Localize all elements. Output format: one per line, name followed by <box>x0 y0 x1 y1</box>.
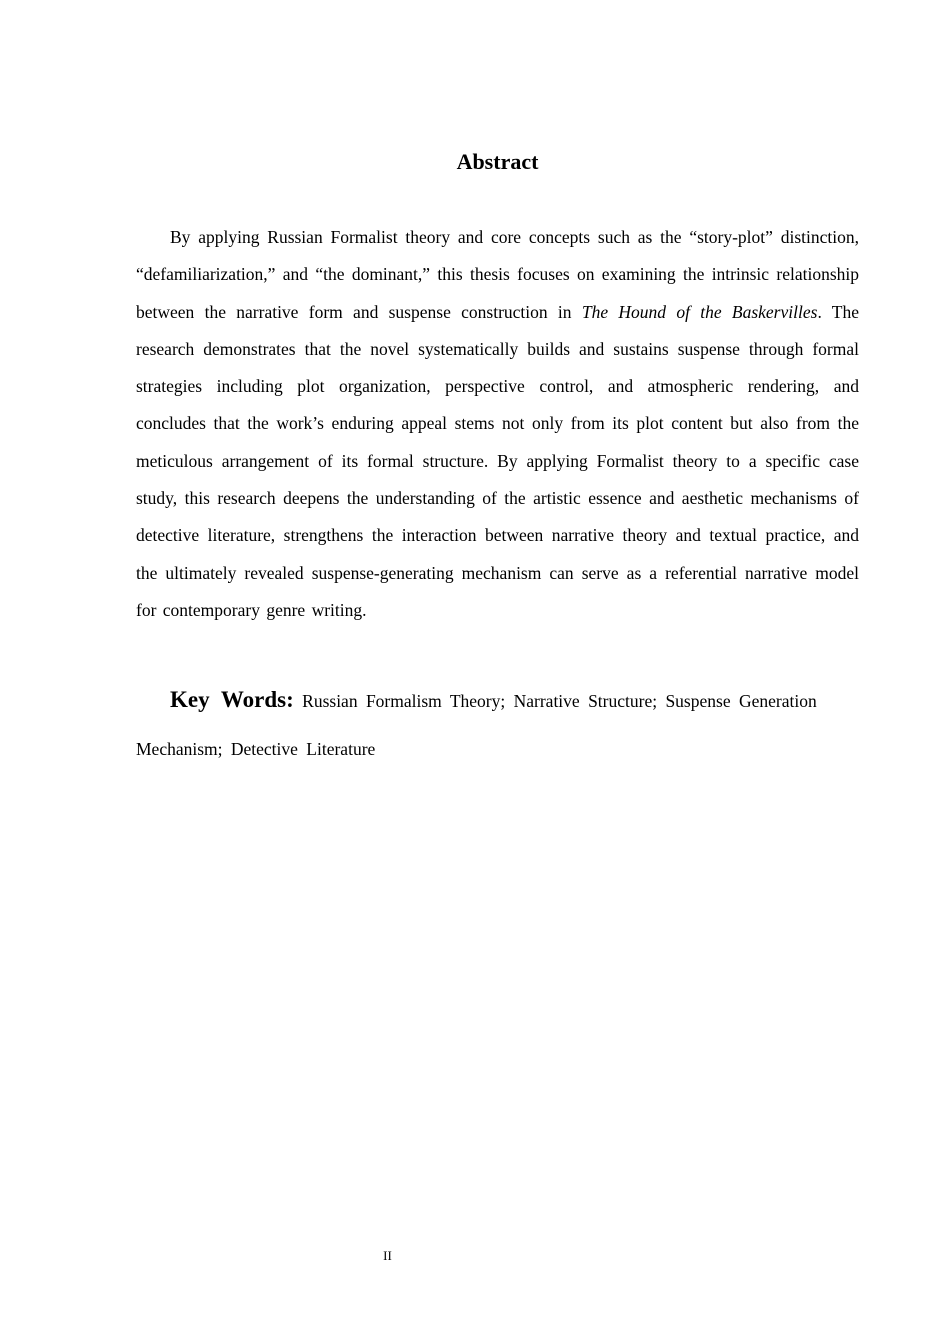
abstract-paragraph <box>136 219 859 629</box>
keywords-text: Russian Formalism Theory; Narrative Structure; Suspense Generation Mechanism; Detective Literature <box>136 691 817 759</box>
keywords-section <box>136 676 859 773</box>
keywords-label: Key Words: <box>170 687 294 712</box>
book-title: The Hound of the Baskervilles <box>581 301 818 322</box>
abstract-text-part2: . The research demonstrates that the novel systematically builds and sustains suspense through formal strategies including plot organization, perspective control, and atmospheric rendering, and concludes that the work’s enduring appeal stems not only from its plot content but also from the meticulous arrangement of its formal structure. By applying Formalist theory to a specific case study, this research deepens the understanding of the artistic essence and aesthetic mechanisms of detective literature, strengthens the interaction between narrative theory and textual practice, and the ultimately revealed suspense-generating mechanism can serve as a referential narrative model for contemporary genre writing. <box>136 301 859 620</box>
abstract-text-part1: By applying Russian Formalist theory and core concepts such as the “story-plot” distinction, “defamiliarization,” and “the dominant,” this thesis focuses on examining the intrinsic relationship between the narrative form and suspense construction in <box>136 227 859 322</box>
page-title: Abstract <box>456 149 539 174</box>
page-number: II <box>383 1248 392 1263</box>
